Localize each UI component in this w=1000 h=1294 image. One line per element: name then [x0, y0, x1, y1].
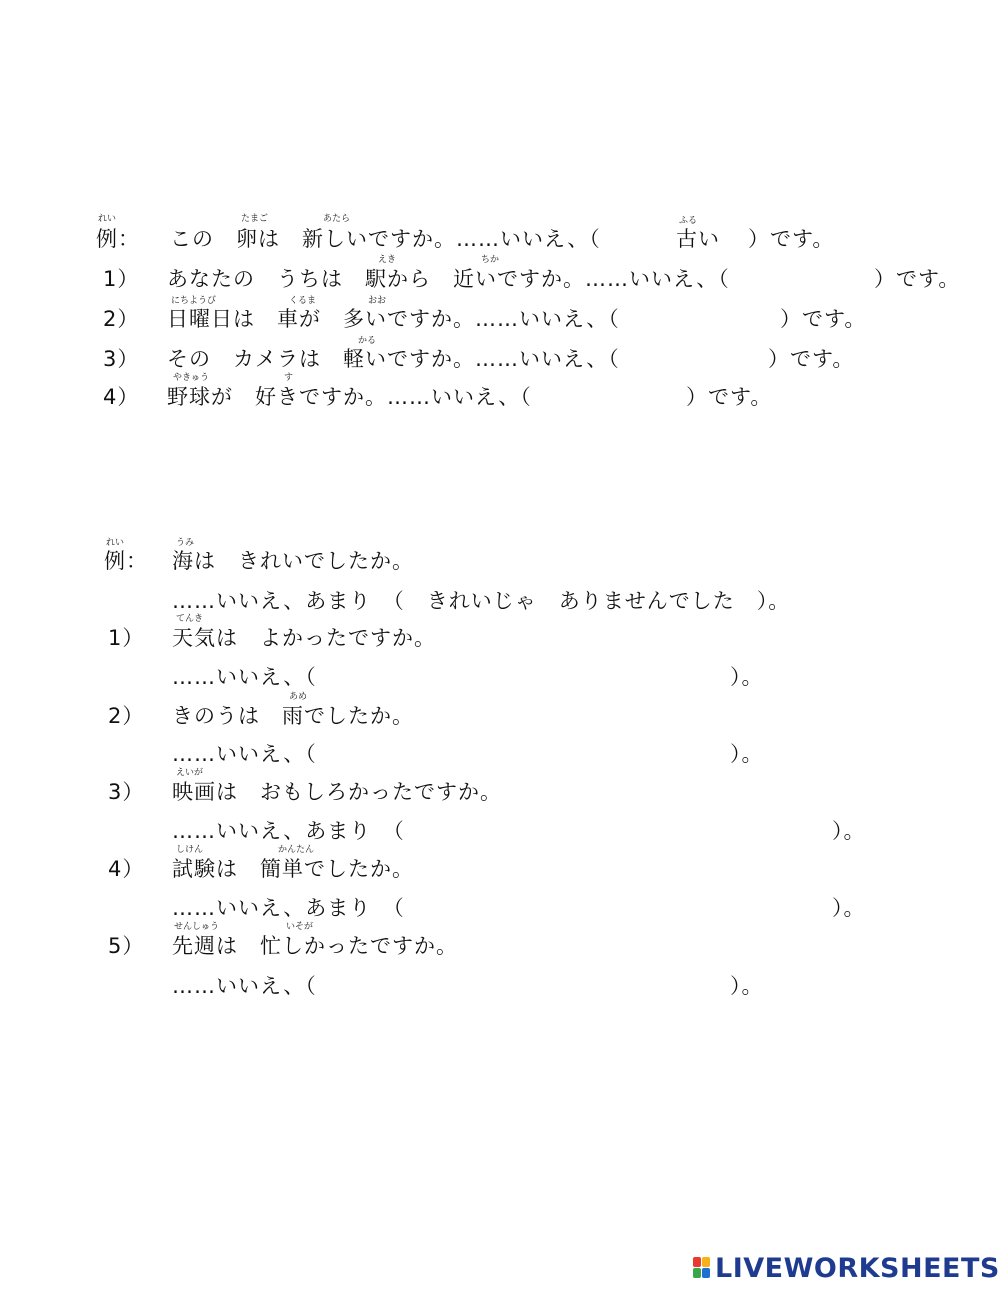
answer-prefix: ……いいえ、（: [172, 665, 317, 689]
item-number: 2）: [103, 307, 140, 331]
example-question: この 卵は 新しいですか。……いいえ、（: [170, 227, 601, 251]
answer-input[interactable]: [334, 741, 730, 767]
question-text: きのうは 雨でしたか。: [172, 704, 414, 728]
answer-input[interactable]: [768, 266, 876, 292]
answer-input[interactable]: [436, 818, 832, 844]
furigana-ame: あめ: [289, 692, 308, 702]
furigana-karu: かる: [358, 336, 377, 346]
item-number: 4）: [108, 857, 145, 881]
furigana-kantan: かんたん: [278, 845, 315, 855]
closing-text: ）です。: [874, 267, 961, 291]
item-number: 3）: [108, 780, 145, 804]
answer-input[interactable]: [436, 895, 832, 921]
example-label: 例：: [96, 227, 140, 251]
question-text: 野球が 好きですか。……いいえ、（: [167, 385, 532, 409]
furigana-isoga: いそが: [286, 922, 314, 932]
question-text: その カメラは 軽いですか。……いいえ、（: [167, 347, 620, 371]
closing-text: ）。: [832, 896, 866, 920]
item-number: 1）: [108, 626, 145, 650]
closing-text: ）です。: [768, 347, 855, 371]
furigana-su: す: [284, 373, 294, 383]
furigana-senshuu: せんしゅう: [174, 922, 220, 932]
furigana-chika: ちか: [481, 255, 500, 265]
example-label: 例：: [104, 549, 148, 573]
example-question: 海は きれいでしたか。: [172, 549, 414, 573]
furigana-eki: えき: [378, 255, 397, 265]
furigana-rei: れい: [106, 538, 125, 548]
closing-text: ）です。: [686, 385, 773, 409]
furigana-umi: うみ: [176, 538, 195, 548]
answer-prefix: ……いいえ、（: [172, 742, 317, 766]
item-number: 3）: [103, 347, 140, 371]
answer-prefix: ……いいえ、あまり （: [172, 819, 405, 843]
closing-text: ）。: [730, 665, 764, 689]
furigana-eiga: えいが: [176, 768, 204, 778]
closing-text: ）。: [730, 742, 764, 766]
question-text: 天気は よかったですか。: [172, 626, 436, 650]
answer-input[interactable]: [672, 306, 780, 332]
liveworksheets-logo: [693, 1252, 1000, 1284]
closing-text: ）。: [730, 974, 764, 998]
furigana-kuruma: くるま: [289, 296, 317, 306]
furigana-atara: あたら: [323, 214, 351, 224]
answer-input[interactable]: [664, 346, 768, 372]
example-answer: 古い: [676, 227, 720, 251]
answer-input[interactable]: [580, 384, 688, 410]
closing-text: ）。: [832, 819, 866, 843]
furigana-tamago: たまご: [241, 214, 269, 224]
question-text: 映画は おもしろかったですか。: [172, 780, 502, 804]
question-text: 先週は 忙しかったですか。: [172, 934, 458, 958]
answer-input[interactable]: [334, 973, 730, 999]
question-text: 試験は 簡単でしたか。: [172, 857, 414, 881]
answer-prefix: ……いいえ、（: [172, 974, 317, 998]
logo-mark-icon: [693, 1257, 711, 1279]
furigana-shiken: しけん: [176, 845, 204, 855]
question-text: 日曜日は 車が 多いですか。……いいえ、（: [167, 307, 620, 331]
furigana-tenki: てんき: [176, 614, 204, 624]
answer-input[interactable]: [334, 664, 730, 690]
item-number: 1）: [103, 267, 140, 291]
item-number: 5）: [108, 934, 145, 958]
item-number: 4）: [103, 385, 140, 409]
item-number: 2）: [108, 704, 145, 728]
furigana-oo: おお: [368, 296, 387, 306]
furigana-yakyuu: やきゅう: [173, 373, 210, 383]
furigana-nichiyoubi: にちようび: [171, 296, 217, 306]
closing-text: ）です。: [780, 307, 867, 331]
furigana-furu: ふる: [679, 216, 698, 226]
example-answer-line: ……いいえ、あまり （ きれいじゃ ありませんでした ）。: [172, 589, 791, 613]
logo-text: LIVEWORKSHEETS: [715, 1252, 1000, 1284]
furigana-rei: れい: [98, 214, 117, 224]
example-close: ）です。: [748, 227, 835, 251]
answer-prefix: ……いいえ、あまり （: [172, 896, 405, 920]
question-text: あなたの うちは 駅から 近いですか。……いいえ、（: [167, 267, 730, 291]
